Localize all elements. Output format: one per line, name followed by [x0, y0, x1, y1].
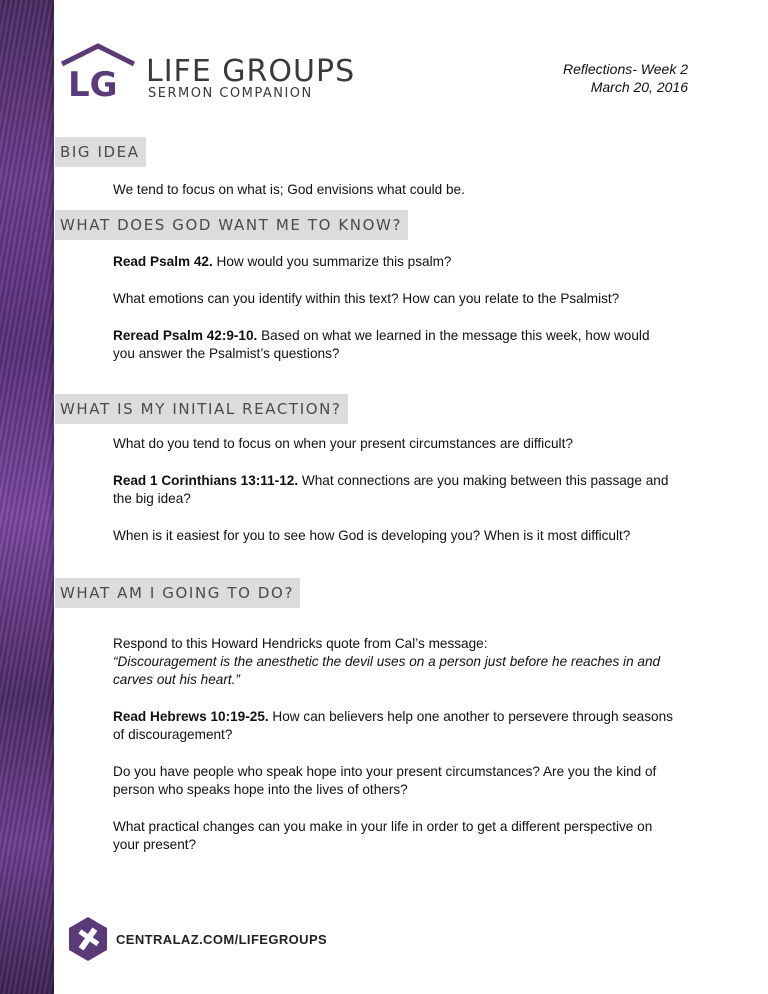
big-idea-text: [113, 181, 673, 199]
do-question-1: Respond to this Howard Hendricks quote from Cal’s message:: [113, 636, 488, 651]
reaction-questions: [113, 435, 673, 545]
logo-title: LIFE GROUPS: [146, 54, 356, 89]
reaction-question-2: [113, 472, 673, 508]
central-hexagon-cross-icon: [68, 916, 108, 962]
do-quote: “Discouragement is the anesthetic the devil uses on a person just before he reaches in and carves out his heart.”: [113, 654, 661, 687]
series-title: Reflections- Week 2: [562, 61, 688, 77]
do-q2-ref: Read Hebrews 10:19-25.: [113, 709, 269, 724]
section-label-know: WHAT DOES GOD WANT ME TO KNOW?: [55, 210, 408, 240]
footer-link[interactable]: CENTRALAZ.COM/LIFEGROUPS: [116, 932, 328, 947]
section-label-reaction: WHAT IS MY INITIAL REACTION?: [55, 394, 348, 424]
reaction-question-1: What do you tend to focus on when your present circumstances are difficult?: [113, 436, 573, 451]
do-q2-text: How can believers help one another to persevere through seasons of discouragement?: [113, 709, 673, 742]
know-question-3: [113, 327, 673, 363]
logo-subtitle: SERMON COMPANION: [148, 86, 313, 101]
do-question-4: What practical changes can you make in your life in order to get a different perspective on your present?: [113, 819, 653, 852]
do-questions: [113, 635, 673, 854]
series-date: March 20, 2016: [590, 79, 688, 95]
house-logo-icon: [58, 42, 138, 102]
life-groups-logo: [58, 42, 378, 102]
know-q3-ref: Reread Psalm 42:9-10.: [113, 328, 258, 343]
know-q1-ref: Read Psalm 42.: [113, 254, 213, 269]
header-meta: [563, 60, 688, 96]
section-label-big-idea: BIG IDEA: [55, 137, 146, 167]
do-question-3: Do you have people who speak hope into your present circumstances? Are you the kind of person who speaks hope into the lives of others?: [113, 764, 657, 797]
footer: [68, 916, 368, 962]
big-idea-statement: We tend to focus on what is; God envisions what could be.: [113, 182, 465, 197]
know-questions: [113, 253, 673, 363]
reaction-q2-text: What connections are you making between this passage and the big idea?: [113, 473, 669, 506]
purple-sidebar-texture: [0, 0, 54, 994]
know-q1-text: How would you summarize this psalm?: [212, 254, 452, 269]
know-q3-text: Based on what we learned in the message this week, how would you answer the Psalmist’s questions?: [113, 328, 650, 361]
do-question-2: [113, 708, 673, 744]
know-question-1: [113, 253, 673, 271]
reaction-question-3: When is it easiest for you to see how God is developing you? When is it most difficult?: [113, 528, 631, 543]
section-label-do: WHAT AM I GOING TO DO?: [55, 578, 300, 608]
logo-letters: LG: [68, 65, 118, 102]
know-question-2: What emotions can you identify within this text? How can you relate to the Psalmist?: [113, 291, 620, 306]
reaction-q2-ref: Read 1 Corinthians 13:11-12.: [113, 473, 299, 488]
